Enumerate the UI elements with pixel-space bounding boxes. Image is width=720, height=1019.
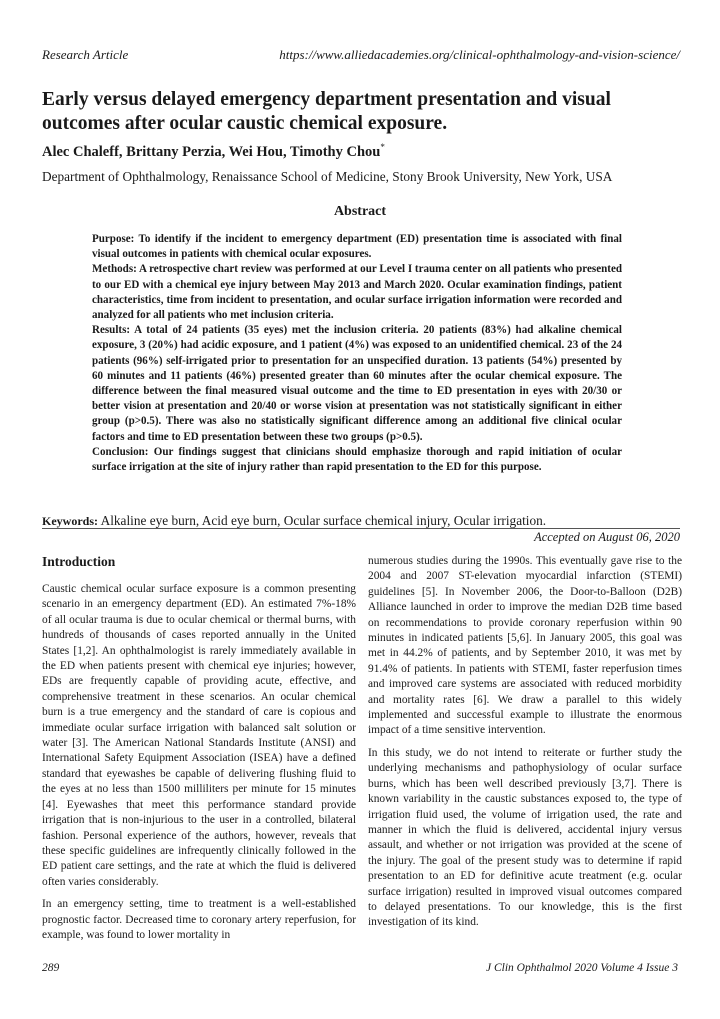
affiliation: Department of Ophthalmology, Renaissance School of Medicine, Stony Brook University, New York, USA: [42, 169, 613, 184]
journal-citation: J Clin Ophthalmol 2020 Volume 4 Issue 3: [486, 962, 678, 974]
corresponding-author-mark: *: [380, 142, 385, 152]
introduction-heading: Introduction: [42, 554, 116, 569]
keywords-label: Keywords:: [42, 514, 98, 528]
right-column: [368, 554, 682, 938]
article-type: Research Article: [42, 47, 129, 62]
introduction-paragraph-1: Caustic chemical ocular surface exposure is a common presenting scenario in an emergency department (ED). An estimated 7%-18% of all ocular trauma is due to ocular chemical or thermal burns, with hundreds of thousands of cases reported annually in the United States [1,2]. An ophthalmologist is rarely immediately available in the ED when patients present with chemical eye injuries; however, EDs are frequently capable of providing acute, effective, and comprehensive treatment in these scenarios. An ocular chemical burn is a true emergency and the standard of care is copious and immediate ocular surface irrigation with balanced salt solution or water [3]. The American National Standards Institute (ANSI) and International Safety Equipment Association (ISEA) have a defined standard that eyewashes be capable of delivering flushing fluid to the eyes at no less than 1500 milliliters per minute for 15 minutes [4]. Eyewashes that meet this performance standard provide irrigation that is non-injurious to the user in a controlled, bilateral fashion. Personal experience of the authors, however, reveals that these specific guidelines are infrequently clinically followed in the ED patient care settings, and the rate at which the fluid is delivered often varies considerably.: [42, 583, 356, 888]
introduction-paragraph-2: In an emergency setting, time to treatment is a well-established prognostic factor. Decreased time to coronary artery reperfusion, for example, was found to lower mortality in: [42, 898, 356, 941]
article-title: Early versus delayed emergency department presentation and visual outcomes after ocular caustic chemical exposure.: [42, 89, 611, 134]
divider: [42, 528, 680, 529]
author-names: Alec Chaleff, Brittany Perzia, Wei Hou, Timothy Chou: [42, 143, 381, 160]
introduction-paragraph-4: In this study, we do not intend to reiterate or further study the underlying mechanisms and pathophysiology of ocular surface burns, which has been well described previously [3,7]. There is known variability in the caustic substances exposed to, the type of irrigation fluid used, the volume of irrigation used, the rate and manner in which the fluid is delivered, accidental injury versus assault, and whether or not irrigation was provided at the scene of the injury. The goal of the present study was to determine if rapid presentation to an ED for definitive acute treatment (e.g. ocular surface irrigation) resulted in improved visual outcomes compared to delayed presentations. To our knowledge, this is the first investigation of its kind.: [368, 746, 682, 929]
keywords-text: Alkaline eye burn, Acid eye burn, Ocular surface chemical injury, Ocular irrigation.: [100, 513, 547, 528]
abstract-heading: Abstract: [333, 204, 387, 219]
left-column: [42, 554, 356, 950]
accepted-date: Accepted on August 06, 2020: [534, 530, 680, 544]
page-number: 289: [42, 962, 60, 974]
keywords: [42, 513, 546, 529]
introduction-paragraph-3: numerous studies during the 1990s. This eventually gave rise to the 2004 and 2007 ST-elevation myocardial infarction (STEMI) guidelines [5]. In November 2006, the Door-to-Balloon (D2B) Alliance launched in order to improve the median D2B time based on recommendations to provide coronary reperfusion within 90 minutes in indicated patients [5,6]. In January 2005, this goal was met in 44.2% of patients, and by September 2010, it was met by 91.4% of patients. In patients with STEMI, faster reperfusion times and improved care systems are associated with reduced morbidity and mortality rates [6]. We draw a parallel to this widely implemented and successful example to illustrate the enormous impact of a time sensitive intervention.: [368, 555, 682, 737]
abstract-body: [92, 232, 622, 475]
abstract-methods: Methods: A retrospective chart review was performed at our Level I trauma center on all patients who presented to our ED with a chemical eye injury between May 2013 and March 2020. Ocular examination findings, patient characteristics, time from incident to presentation, and ocular surface irrigation information were recorded and analyzed for all patients who met inclusion criteria.: [92, 263, 622, 322]
journal-url[interactable]: https://www.alliedacademies.org/clinical-ophthalmology-and-vision-science/: [279, 47, 680, 62]
abstract-purpose: Purpose: To identify if the incident to emergency department (ED) presentation time is associated with final visual outcomes in patients with chemical ocular exposures.: [92, 233, 622, 261]
abstract-results: Results: A total of 24 patients (35 eyes) met the inclusion criteria. 20 patients (83%) had alkaline chemical exposure, 3 (20%) had acidic exposure, and 1 patient (4%) was exposed to an unidentified chemical. 23 of the 24 patients (96%) self-irrigated prior to presentation for an unspecified duration. 13 patients (54%) presented by 60 minutes and 11 patients (46%) presented greater than 60 minutes after the ocular chemical exposure. The difference between the final measured visual outcome and the time to ED presentation in eyes with 20/30 or better vision at presentation and 20/40 or worse vision at presentation was not statistically significant in either group (p>0.5). There was also no statistically significant difference among an additional five clinical ocular factors and time to ED presentation between these two groups (p>0.5).: [92, 324, 622, 443]
abstract-conclusion: Conclusion: Our findings suggest that clinicians should emphasize thorough and rapid initiation of ocular surface irrigation at the site of injury rather than rapid presentation to the ED for this purpose.: [92, 445, 622, 474]
author-list: [42, 142, 385, 161]
